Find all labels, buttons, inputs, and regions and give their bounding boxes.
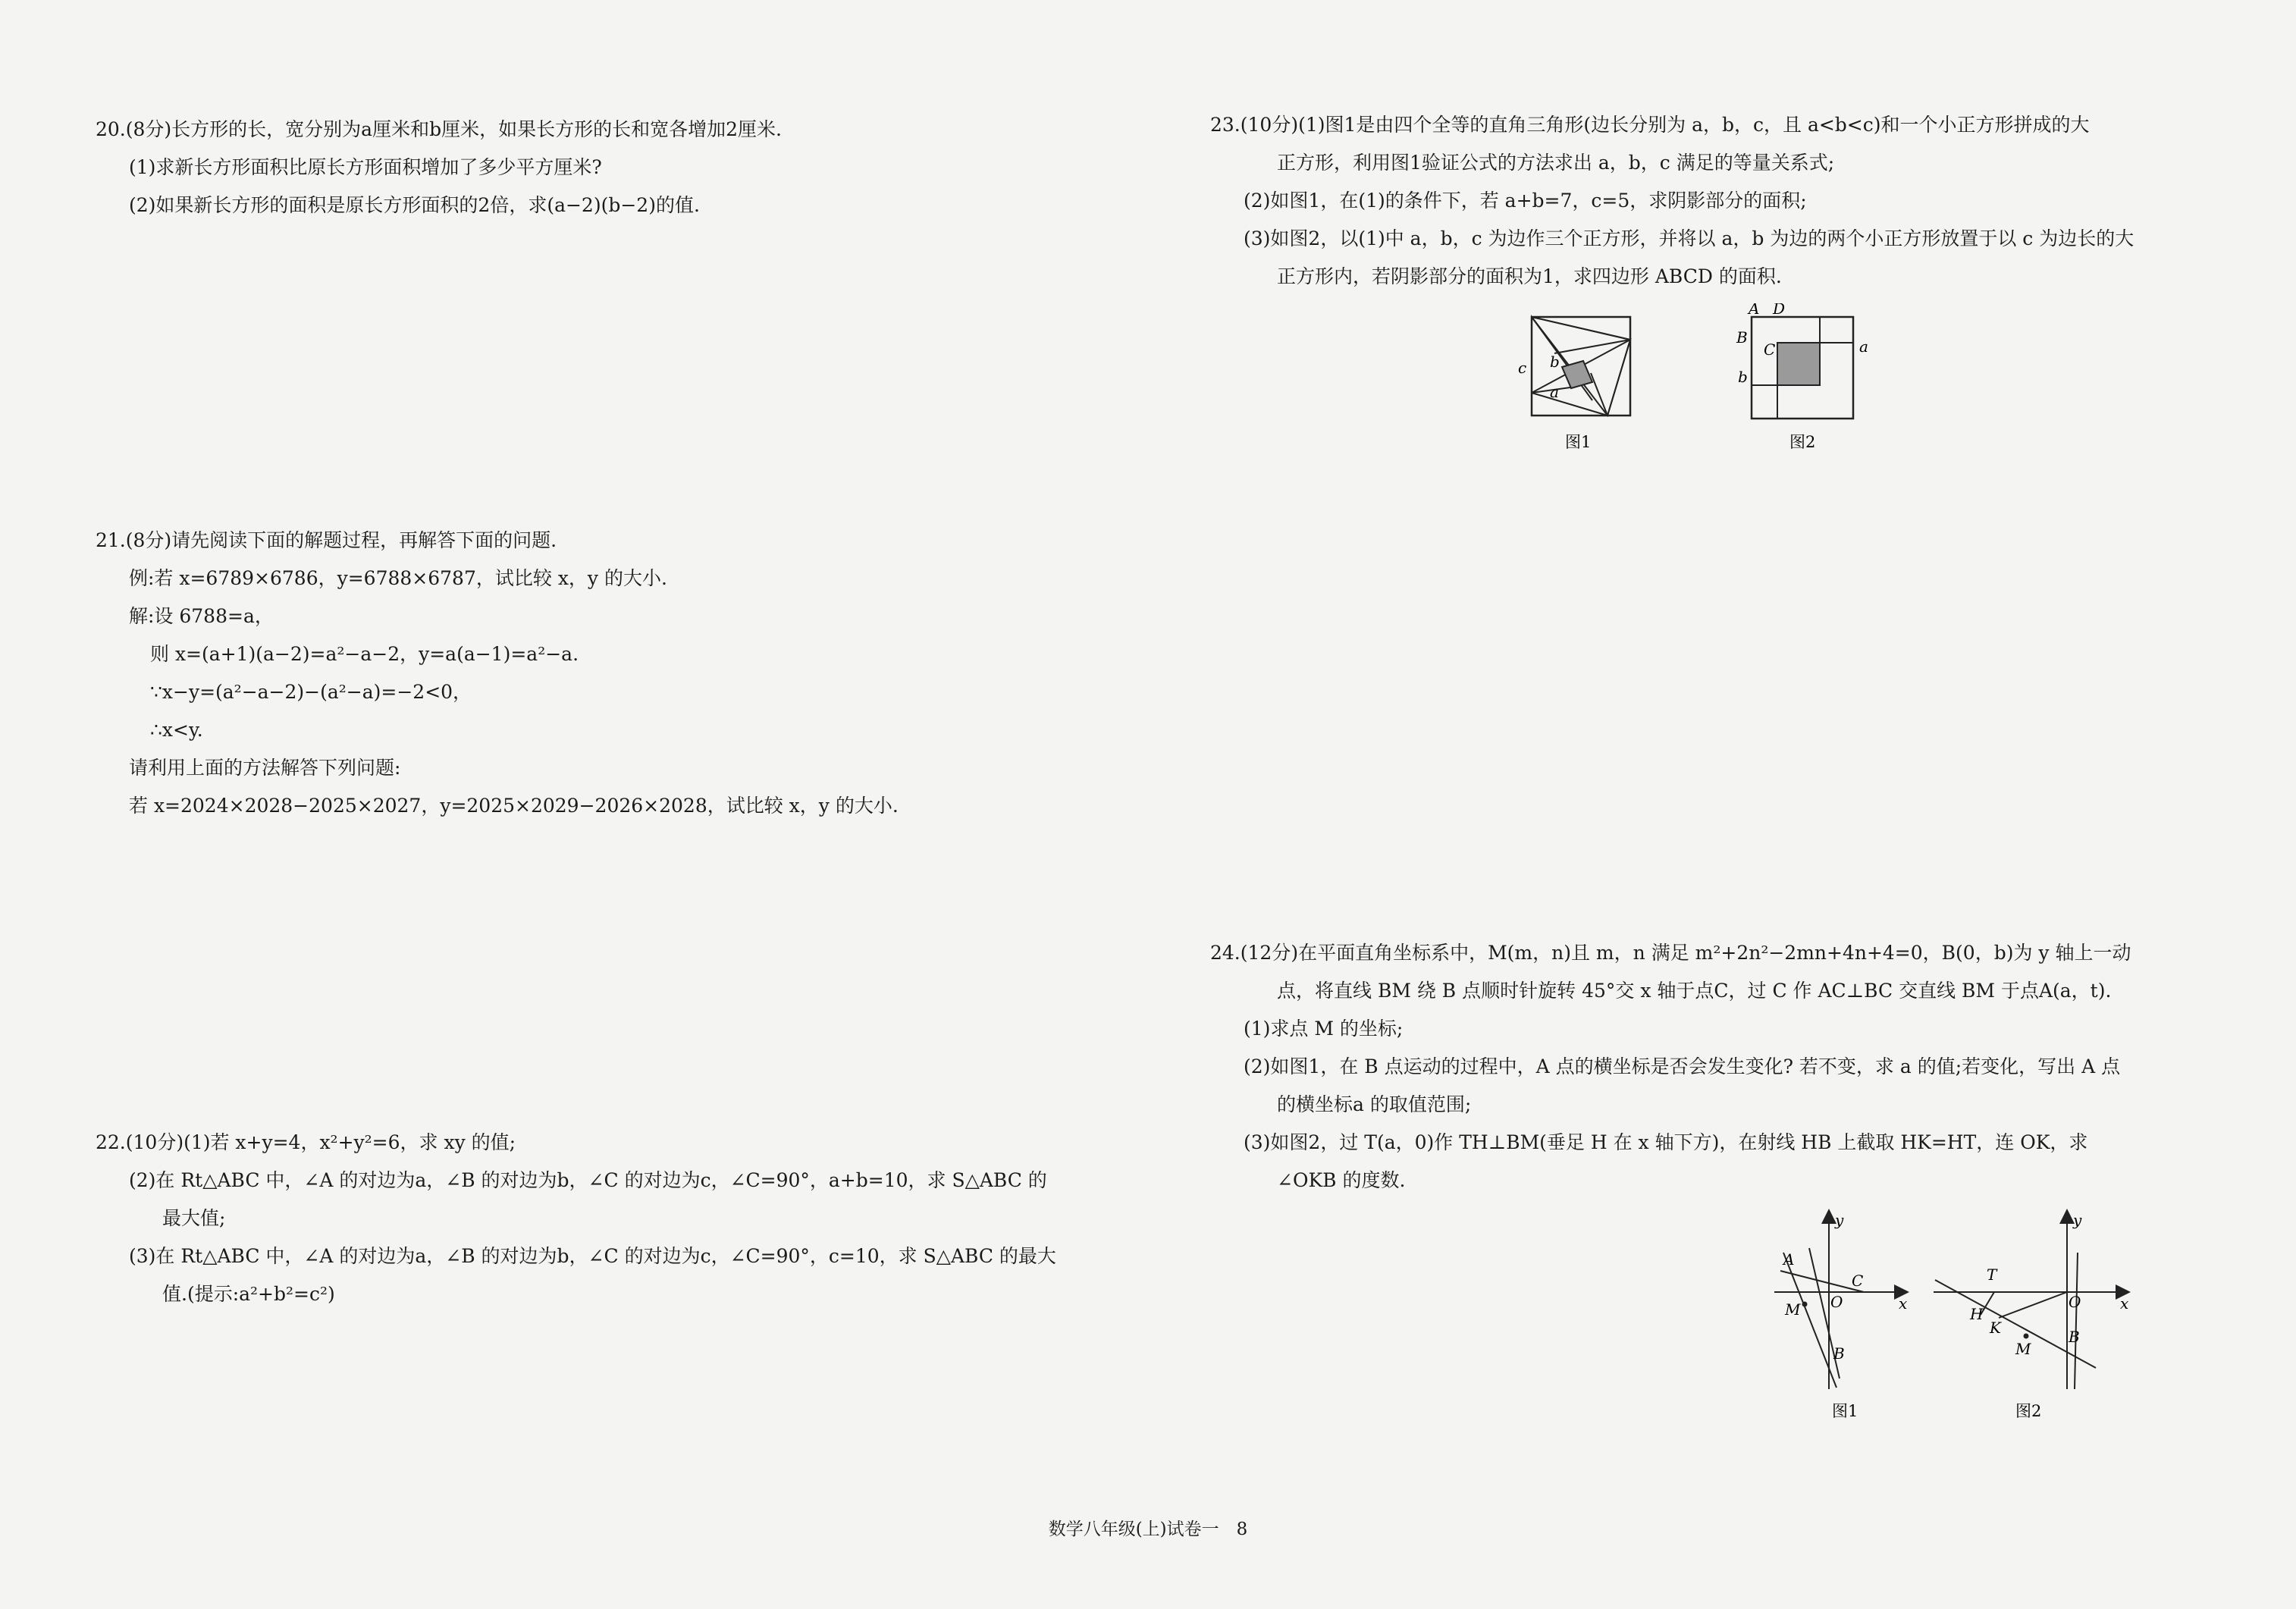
question-24-stem-cont: 点，将直线 BM 绕 B 点顺时针旋转 45°交 x 轴于点C，过 C 作 AC⊥BC 交直线 BM 于点A(a，t). [1277,980,2112,1002]
fig2-caption: 图2 [1789,433,1816,451]
question-21-solution: 解:设 6788=a， [129,605,274,627]
fig24-1-label-y: y [1835,1211,1844,1229]
question-20-part-1: (1)求新长方形面积比原长方形面积增加了多少平方厘米? [129,156,602,178]
fig2-label-a: a [1859,337,1868,356]
question-23-part-1-cont: 正方形，利用图1验证公式的方法求出 a，b，c 满足的等量关系式; [1277,152,1835,174]
question-24-figure-2 [1926,1207,2138,1430]
question-24-part-2-cont: 的横坐标a 的取值范围; [1277,1093,1472,1115]
fig24-2-caption: 图2 [2015,1402,2042,1420]
question-20-part-2: (2)如果新长方形的面积是原长方形面积的2倍，求(a−2)(b−2)的值. [129,194,700,216]
fig24-1-label-C: C [1852,1272,1864,1290]
question-20 [96,111,782,224]
fig24-1-label-B: B [1833,1344,1845,1363]
question-21-step-2: ∵x−y=(a²−a−2)−(a²−a)=−2<0， [150,681,472,703]
question-24-stem: 24.(12分)在平面直角坐标系中，M(m，n)且 m，n 满足 m²+2n²−2mn+4n+4=0，B(0，b)为 y 轴上一动 [1210,942,2131,964]
question-23-part-1: 23.(10分)(1)图1是由四个全等的直角三角形(边长分别为 a，b，c，且 a<b<c)和一个小正方形拼成的大 [1210,114,2090,136]
question-21-stem: 21.(8分)请先阅读下面的解题过程，再解答下面的问题. [96,529,557,551]
question-24-part-2: (2)如图1，在 B 点运动的过程中，A 点的横坐标是否会发生变化? 若不变，求 a 的值;若变化，写出 A 点 [1244,1055,2121,1077]
fig24-2-label-T: T [1987,1266,1997,1284]
question-24 [1210,934,2131,1200]
question-22-part-1: 22.(10分)(1)若 x+y=4，x²+y²=6，求 xy 的值; [96,1131,516,1153]
question-22-part-2-cont: 最大值; [162,1207,226,1229]
fig24-2-label-y: y [2073,1211,2082,1229]
question-24-figure-1 [1767,1207,1918,1430]
fig2-label-C: C [1764,340,1776,359]
question-21-example: 例:若 x=6789×6786，y=6788×6787，试比较 x，y 的大小. [129,567,667,589]
question-21-step-3: ∴x<y. [150,719,203,741]
question-22-part-2: (2)在 Rt△ABC 中，∠A 的对边为a，∠B 的对边为b，∠C 的对边为c，∠C=90°，a+b=10，求 S△ABC 的 [129,1169,1047,1191]
fig2-label-b: b [1738,368,1748,386]
question-23-part-2: (2)如图1，在(1)的条件下，若 a+b=7，c=5，求阴影部分的面积; [1244,190,1807,212]
question-23-figure-1 [1509,303,1661,458]
fig24-1-caption: 图1 [1832,1402,1858,1420]
question-21-step-1: 则 x=(a+1)(a−2)=a²−a−2，y=a(a−1)=a²−a. [150,643,579,665]
fig24-2-label-M: M [2015,1340,2031,1358]
question-22-part-3-cont: 值.(提示:a²+b²=c²) [162,1283,335,1305]
fig24-2-label-B: B [2069,1328,2080,1346]
page-footer: 数学八年级(上)试卷一 8 [1048,1520,1248,1539]
fig24-1-label-M: M [1785,1300,1801,1319]
fig24-2-label-H: H [1970,1305,1984,1323]
fig1-label-c: c [1518,359,1527,377]
fig1-label-a: a [1550,383,1559,401]
question-24-part-3-cont: ∠OKB 的度数. [1277,1169,1406,1191]
question-21-task: 若 x=2024×2028−2025×2027，y=2025×2029−2026×2028，试比较 x，y 的大小. [129,795,899,817]
question-24-part-3: (3)如图2，过 T(a，0)作 TH⊥BM(垂足 H 在 x 轴下方)，在射线 HB 上截取 HK=HT，连 OK，求 [1244,1131,2088,1153]
question-23-figure-2 [1729,303,1896,458]
fig24-2-label-O: O [2069,1293,2081,1311]
question-23 [1210,106,2134,296]
fig2-label-B: B [1736,328,1748,347]
question-23-part-3: (3)如图2，以(1)中 a，b，c 为边作三个正方形，并将以 a，b 为边的两个小正方形放置于以 c 为边长的大 [1244,227,2134,249]
question-23-part-3-cont: 正方形内，若阴影部分的面积为1，求四边形 ABCD 的面积. [1277,265,1782,287]
fig24-2-label-x: x [2120,1294,2129,1313]
fig24-1-label-O: O [1830,1293,1843,1311]
fig24-1-label-x: x [1899,1294,1908,1313]
fig2-label-A: A [1749,303,1760,318]
question-21 [96,522,899,825]
fig1-caption: 图1 [1565,433,1592,451]
fig2-label-D: D [1773,303,1786,318]
fig1-label-b: b [1550,353,1560,371]
question-22 [96,1124,1056,1313]
question-21-instruction: 请利用上面的方法解答下列问题: [129,757,401,779]
question-24-part-1: (1)求点 M 的坐标; [1244,1018,1404,1040]
question-20-stem: 20.(8分)长方形的长，宽分别为a厘米和b厘米，如果长方形的长和宽各增加2厘米. [96,118,782,140]
fig24-1-label-A: A [1783,1250,1795,1269]
question-22-part-3: (3)在 Rt△ABC 中，∠A 的对边为a，∠B 的对边为b，∠C 的对边为c，∠C=90°，c=10，求 S△ABC 的最大 [129,1245,1056,1267]
fig24-2-label-K: K [1990,1319,2001,1337]
